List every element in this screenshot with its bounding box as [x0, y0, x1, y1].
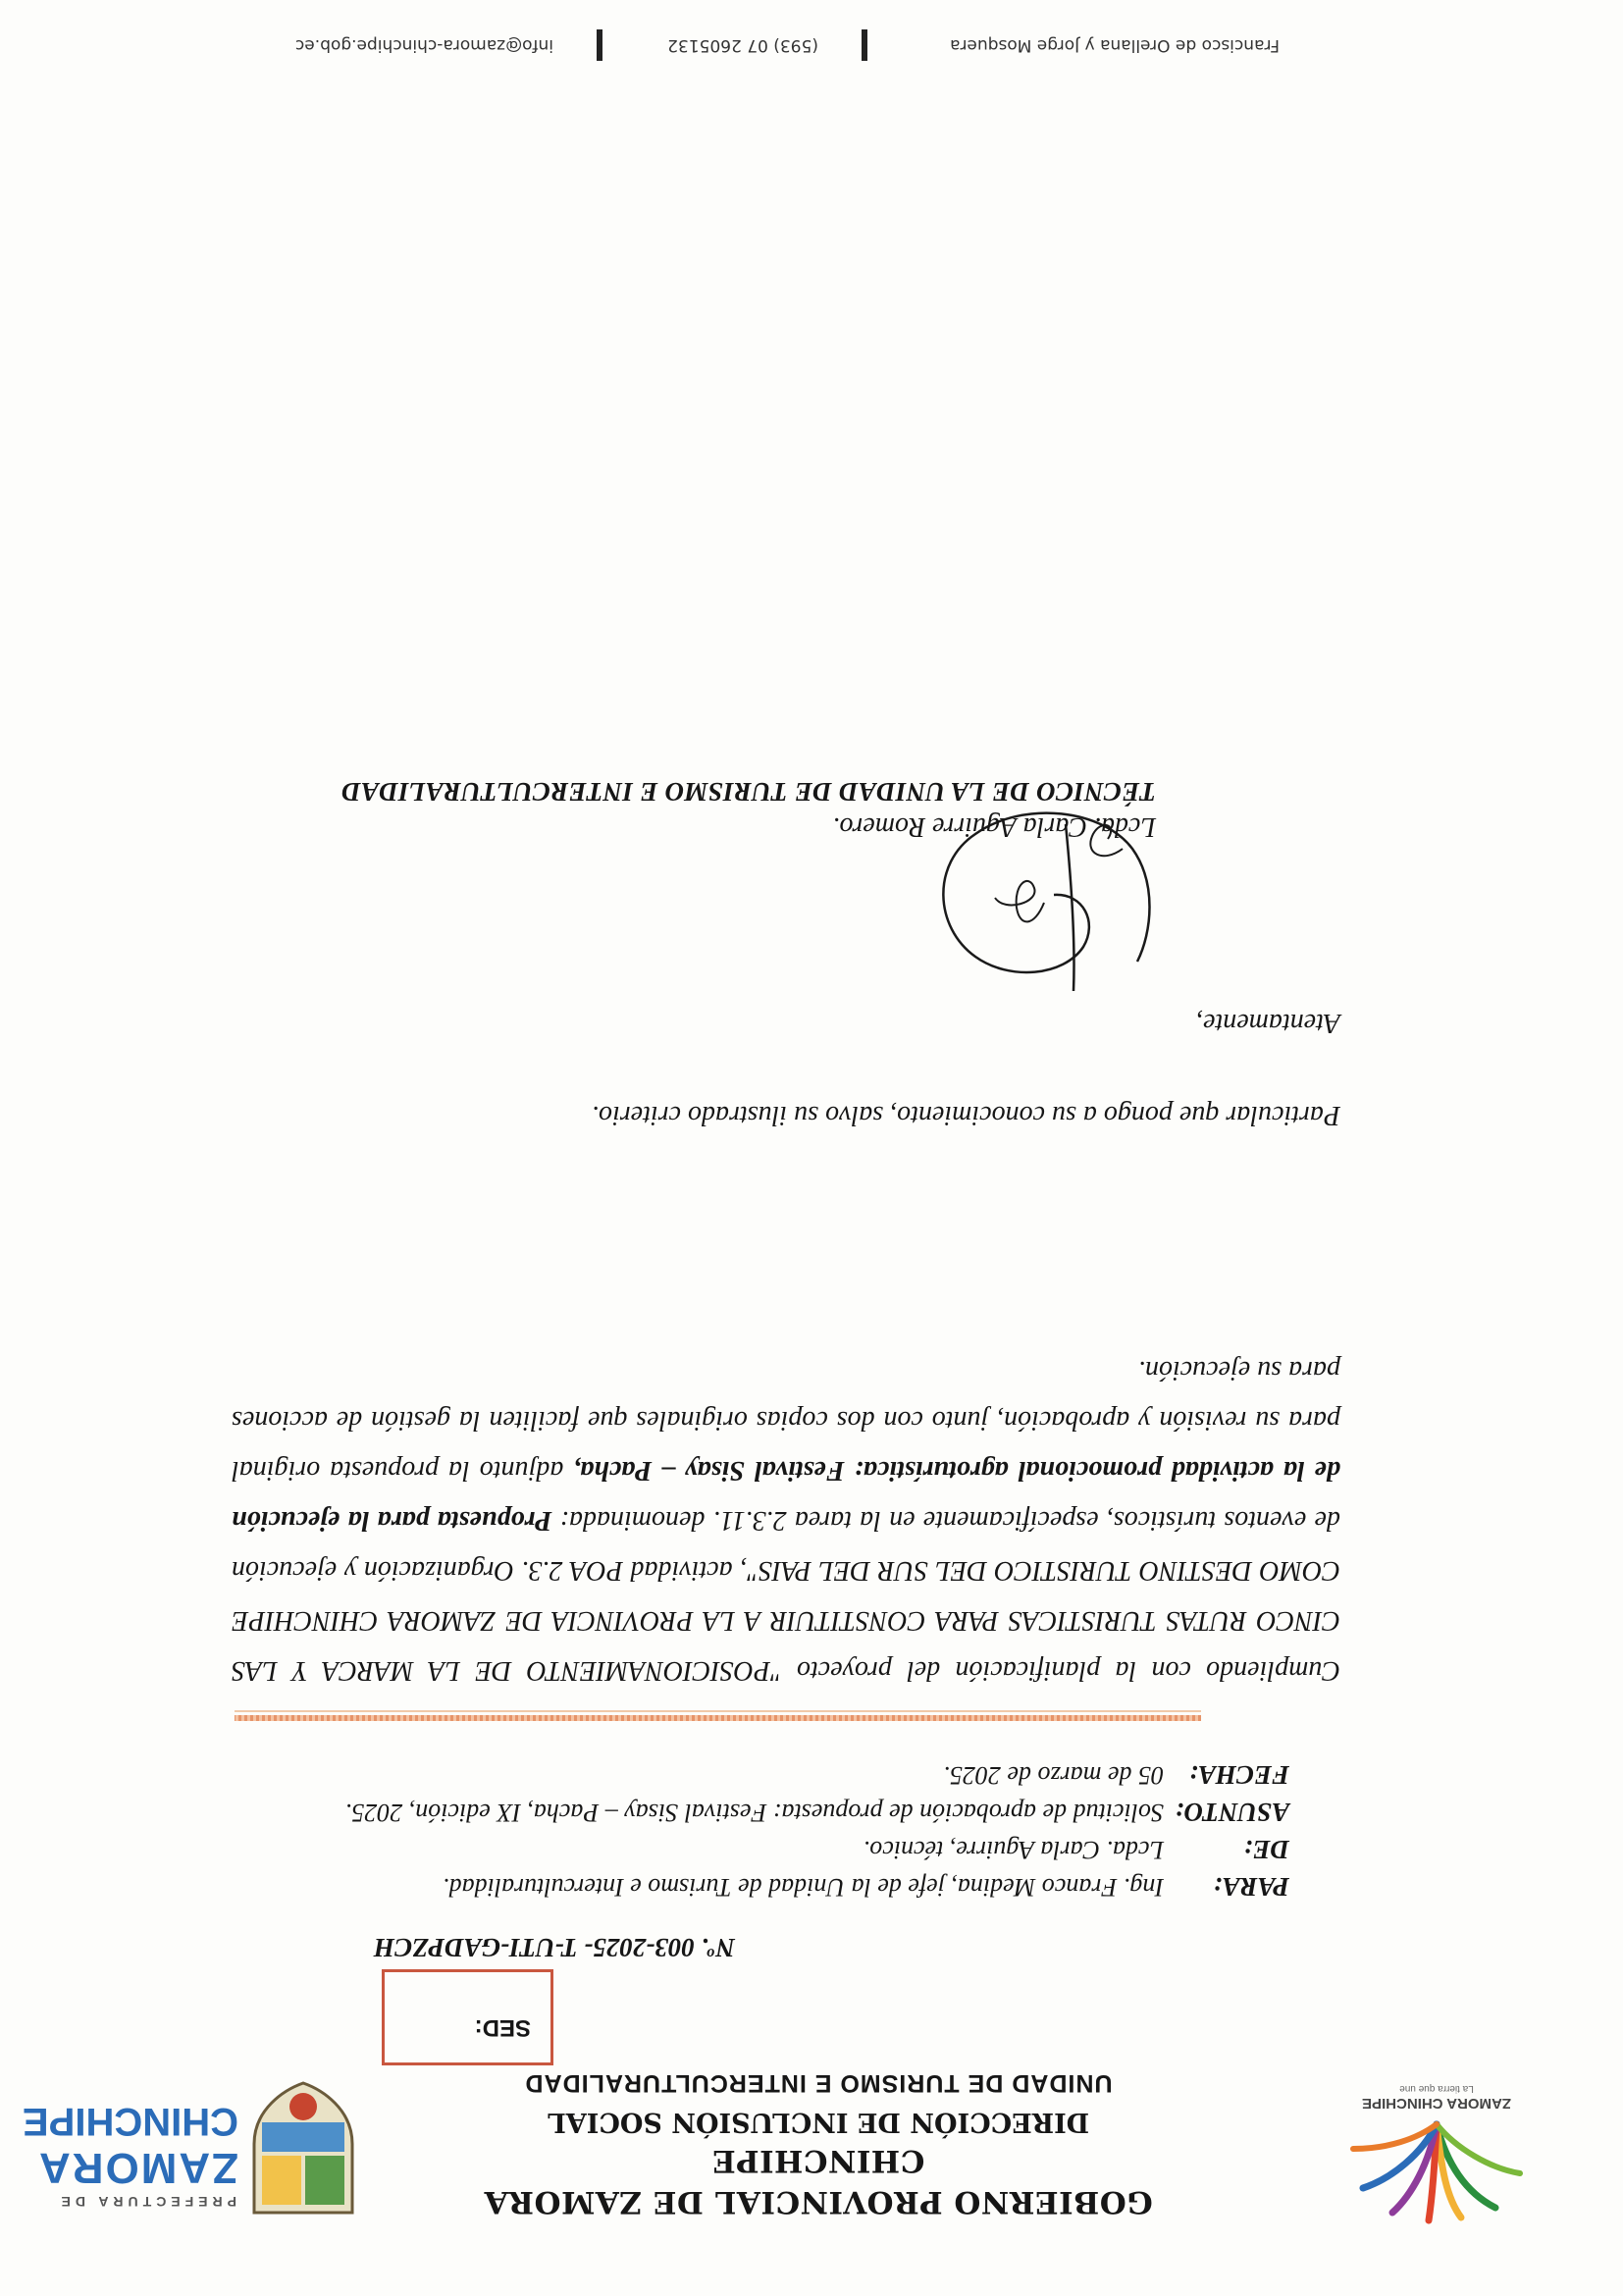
footer-phone: (593) 07 2605132	[667, 35, 818, 55]
body-text-part1: Cumpliendo con la planificación del proyecto "POSICIONAMIENTO DE LA MARCA Y LAS CINCO RUTAS TURISTICAS PARA CONSTITUIR A LA PROVINCIA DE ZAMORA CHINCHIPE COMO DESTINO TURISTICO DEL SUR DEL PAIS", actividad POA 2.3. Organización y ejecución de eventos turísticos, específicamente en la tarea 2.3.11. denominada:	[232, 1505, 1340, 1686]
sed-stamp-box	[382, 1969, 553, 2065]
directorate-title: DIRECCIÓN DE INCLUSIÓN SOCIAL	[547, 2107, 1090, 2137]
document-footer	[220, 27, 1299, 61]
para-value: Ing. Franco Medina, jefe de la Unidad de Turismo e Interculturalidad.	[443, 1873, 1164, 1902]
body-text-bold: Propuesta para la ejecución de la actividad promocional agroturística: Festival Sisay – Pacha,	[232, 1455, 1340, 1536]
memo-reference-number: Nº. 003-2025- T-UTI-GADPZCH	[374, 1933, 735, 1962]
sed-label: SED:	[474, 2014, 531, 2041]
footer-separator	[597, 29, 602, 61]
header-divider-underline	[235, 1710, 1201, 1712]
provincial-shield-icon	[244, 2080, 362, 2222]
prefectura-label: PREFECTURA DE	[56, 2194, 236, 2210]
prefectura-name-line2: CHINCHIPE	[22, 2100, 238, 2143]
prefectura-logo	[22, 2080, 362, 2227]
fecha-label: FECHA:	[1188, 1760, 1289, 1790]
body-paragraph	[232, 1345, 1340, 1696]
signer-name: Lcda. Carla Aguirre Romero.	[832, 811, 1156, 842]
para-label: PARA:	[1213, 1872, 1289, 1902]
de-label: DE:	[1243, 1835, 1289, 1864]
de-value: Lcda. Carla Aguirre, técnico.	[863, 1836, 1164, 1864]
document-header	[455, 2063, 1181, 2222]
brand-name: ZAMORA CHINCHIPE	[1362, 2095, 1511, 2112]
unit-title: UNIDAD DE TURISMO E INTERCULTURALIDAD	[524, 2069, 1113, 2097]
closing-sentence: Particular que pongo a su conocimiento, salvo su ilustrado criterio.	[592, 1100, 1340, 1130]
salutation: Atentamente,	[1196, 1008, 1340, 1038]
zamora-chinchipe-brand-logo	[1289, 2080, 1584, 2227]
body-text-part2: adjunto la propuesta original para su revisión y aprobación, junto con dos copias originales que faciliten la gestión de acciones para su ejecución.	[232, 1355, 1340, 1486]
institution-title: GOBIERNO PROVINCIAL DE ZAMORA CHINCHIPE	[484, 2143, 1153, 2219]
footer-address: Francisco de Orellana y Jorge Mosquera	[950, 35, 1280, 55]
signer-title: TÉCNICO DE LA UNIDAD DE TURISMO E INTERCULTURALIDAD	[340, 777, 1156, 807]
brand-tagline: La tierra que une	[1399, 2083, 1474, 2094]
fecha-value: 05 de marzo de 2025.	[943, 1761, 1164, 1790]
footer-email: info@zamora-chinchipe.gob.ec	[294, 35, 553, 55]
footer-separator	[862, 29, 867, 61]
asunto-value: Solicitud de aprobación de propuesta: Festival Sisay – Pacha, IX edición, 2025.	[344, 1799, 1164, 1827]
prefectura-name-line1: ZAMORA	[36, 2144, 238, 2192]
asunto-label: ASUNTO:	[1175, 1798, 1289, 1827]
header-divider	[235, 1715, 1201, 1721]
